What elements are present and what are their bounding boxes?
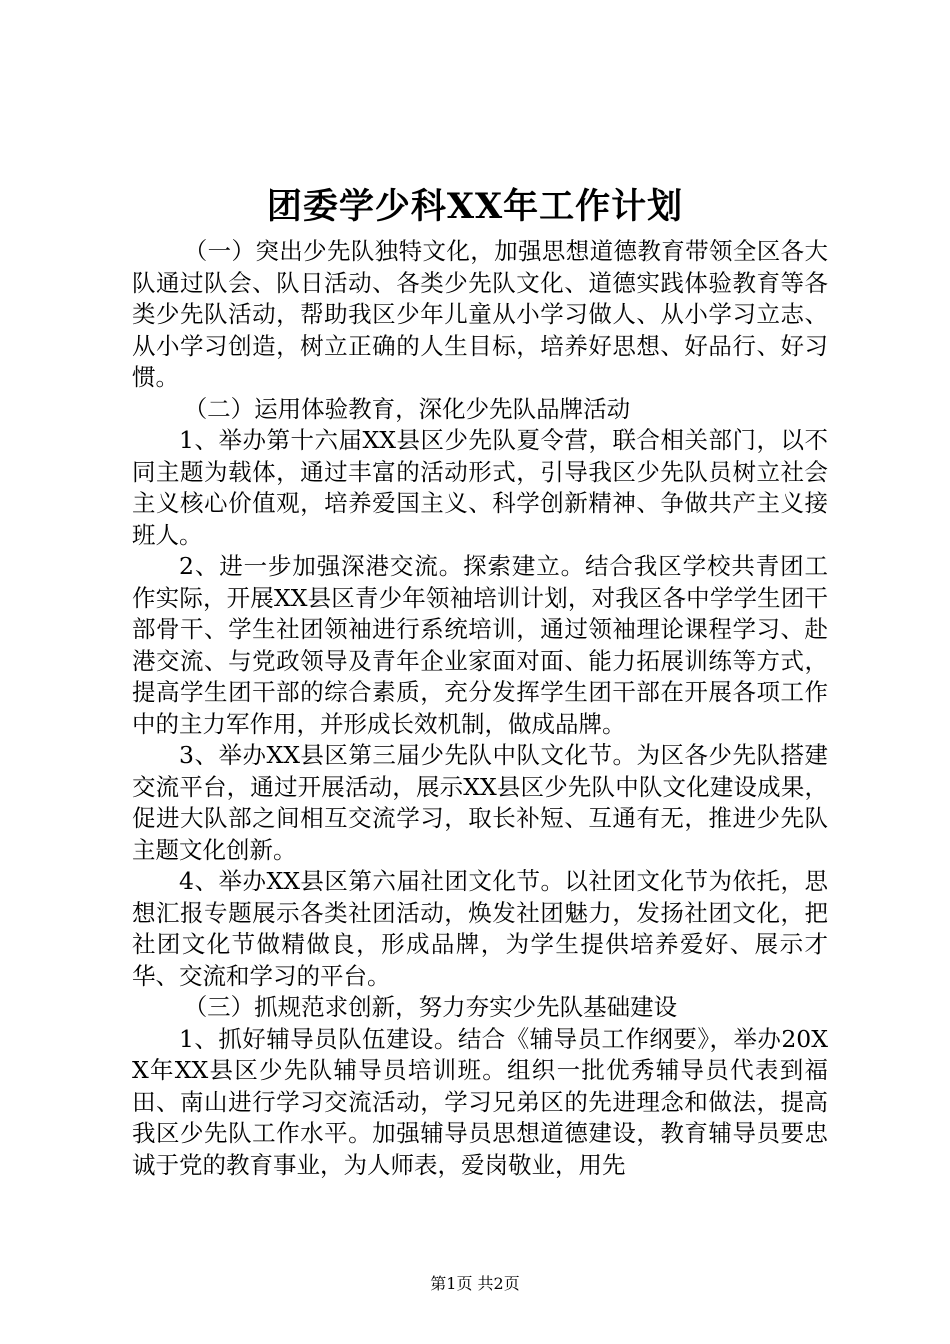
section-heading-1: （一）突出少先队独特文化，加强思想道德教育带领全区各大队通过队会、队日活动、各类少先队文化、道德实践体验教育等各类少先队活动，帮助我区少年儿童从小学习做人、从小学习立志、从小学习创造，树立正确的人生目标，培养好思想、好品行、好习惯。 xyxy=(132,237,828,391)
paragraph-2-4: 4、举办XX县区第六届社团文化节。以社团文化节为依托，思想汇报专题展示各类社团活动，焕发社团魅力，发扬社团文化，把社团文化节做精做良，形成品牌，为学生提供培养爱好、展示才华、交流和学习的平台。 xyxy=(132,867,828,990)
section-heading-3: （三）抓规范求创新，努力夯实少先队基础建设 xyxy=(183,993,678,1021)
section-heading-2: （二）运用体验教育，深化少先队品牌活动 xyxy=(183,394,631,423)
paragraph-3-1: 1、抓好辅导员队伍建设。结合《辅导员工作纲要》，举办20XX年XX县区少先队辅导员培训班。组织一批优秀辅导员代表到福田、南山进行学习交流活动，学习兄弟区的先进理念和做法，提高我区少先队工作水平。加强辅导员思想道德建设，教育辅导员要忠诚于党的教育事业，为人师表，爱岗敬业，用先 xyxy=(132,1024,828,1179)
paragraph-2-1: 1、举办第十六届XX县区少先队夏令营，联合相关部门，以不同主题为载体，通过丰富的活动形式，引导我区少先队员树立社会主义核心价值观，培养爱国主义、科学创新精神、争做共产主义接班人。 xyxy=(132,426,828,549)
page-footer: 第1页 共2页 xyxy=(430,1274,520,1293)
paragraph-2-2: 2、进一步加强深港交流。探索建立。结合我区学校共青团工作实际，开展XX县区青少年领袖培训计划，对我区各中学学生团干部骨干、学生社团领袖进行系统培训，通过领袖理论课程学习、赴港交流、与党政领导及青年企业家面对面、能力拓展训练等方式，提高学生团干部的综合素质，充分发挥学生团干部在开展各项工作中的主力军作用，并形成长效机制，做成品牌。 xyxy=(132,552,828,738)
paragraph-2-3: 3、举办XX县区第三届少先队中队文化节。为区各少先队搭建交流平台，通过开展活动，展示XX县区少先队中队文化建设成果，促进大队部之间相互交流学习，取长补短、互通有无，推进少先队主题文化创新。 xyxy=(132,741,828,864)
document-body xyxy=(132,236,828,1181)
document-title: 团委学少科XX年工作计划 xyxy=(266,186,684,227)
